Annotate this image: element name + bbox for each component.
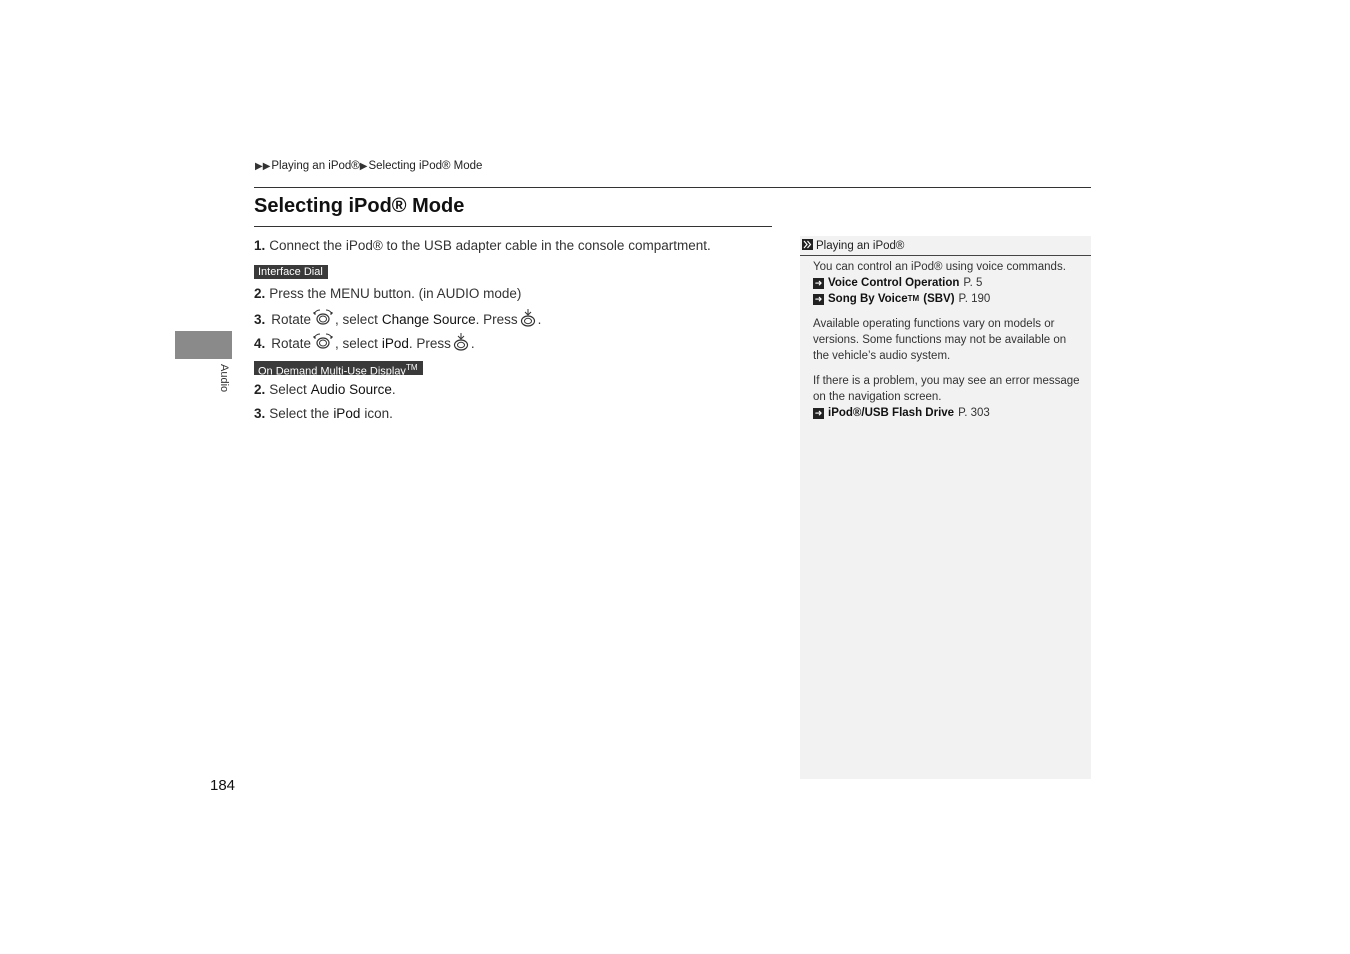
step-text: , select xyxy=(335,336,378,351)
interface-dial-press-icon xyxy=(452,332,470,355)
sidebar-body xyxy=(813,259,1083,421)
step-text: . Press xyxy=(475,312,518,327)
xref-page: P. 190 xyxy=(958,293,991,305)
sidebar-divider xyxy=(800,255,1091,256)
page-number: 184 xyxy=(210,777,236,794)
xref-label-tail[interactable]: (SBV) xyxy=(923,293,955,305)
step-text: . Press xyxy=(408,336,451,351)
sidebar-heading xyxy=(800,236,1091,255)
step-number: 3. xyxy=(254,312,266,327)
step-text: . xyxy=(537,312,542,327)
step-number: 4. xyxy=(254,336,266,351)
xref-ipod-usb[interactable] xyxy=(813,405,1083,421)
interface-dial-rotate-icon xyxy=(312,332,334,355)
step-emphasis: iPod xyxy=(333,406,361,421)
step-text: . xyxy=(470,336,475,351)
step-number: 1. xyxy=(254,238,266,253)
breadcrumb-item-selecting-ipod-mode[interactable]: Selecting iPod® Mode xyxy=(368,160,483,172)
step-emphasis: Change Source xyxy=(381,312,476,327)
ondemand-step-2 xyxy=(254,382,396,397)
step-number: 2. xyxy=(254,382,266,397)
chapter-tab[interactable] xyxy=(175,331,232,359)
interface-dial-tag: Interface Dial xyxy=(254,265,328,279)
xref-song-by-voice[interactable] xyxy=(813,291,1083,307)
step-text: icon. xyxy=(364,406,393,421)
sidebar-para-1: You can control an iPod® using voice commands. xyxy=(813,261,1066,273)
step-number: 2. xyxy=(254,286,266,301)
step-emphasis: iPod xyxy=(381,336,409,351)
sidebar-para-2: Available operating functions vary on models or versions. Some functions may not be available on the vehicle’s audio system. xyxy=(813,318,1067,362)
page-title: Selecting iPod® Mode xyxy=(254,195,465,217)
sidebar-note xyxy=(800,236,1091,779)
step-text: Press the MENU button. (in AUDIO mode) xyxy=(269,286,522,301)
xref-voice-control[interactable] xyxy=(813,275,1083,291)
xref-label[interactable]: iPod®/USB Flash Drive xyxy=(828,407,955,419)
xref-label[interactable]: Voice Control Operation xyxy=(828,277,960,289)
double-chevron-icon xyxy=(802,239,813,253)
interface-dial-rotate-icon xyxy=(312,308,334,331)
xref-page: P. 303 xyxy=(958,407,990,419)
step-text: Select xyxy=(269,382,307,397)
cross-reference-arrow-icon: ➜ xyxy=(814,277,823,288)
step-1 xyxy=(254,238,711,253)
xref-trademark: TM xyxy=(907,294,920,303)
interface-dial-press-icon xyxy=(519,308,537,331)
title-divider xyxy=(254,226,772,227)
step-text: . xyxy=(391,382,396,397)
breadcrumb-item-playing-ipod[interactable]: Playing an iPod® xyxy=(271,160,360,172)
breadcrumb-triangle-icon: ▶ xyxy=(359,160,368,172)
breadcrumb xyxy=(255,160,482,172)
header-divider xyxy=(254,187,1091,188)
step-number: 3. xyxy=(254,406,266,421)
tag-trademark: TM xyxy=(405,363,418,372)
step-text: Rotate xyxy=(271,336,312,351)
step-emphasis: Audio Source xyxy=(310,382,392,397)
on-demand-display-tag xyxy=(254,361,423,378)
interface-step-2 xyxy=(254,286,521,301)
sidebar-heading-text: Playing an iPod® xyxy=(816,239,905,252)
breadcrumb-triangle-icon: ▶▶ xyxy=(255,160,271,172)
step-text: , select xyxy=(335,312,378,327)
xref-page: P. 5 xyxy=(963,277,983,289)
sidebar-para-3: If there is a problem, you may see an error message on the navigation screen. xyxy=(813,375,1080,403)
interface-step-4 xyxy=(254,332,475,355)
tag-text: On Demand Multi-Use Display xyxy=(258,365,406,378)
step-text: Rotate xyxy=(271,312,312,327)
chapter-tab-label: Audio xyxy=(218,364,230,393)
interface-step-3 xyxy=(254,308,541,331)
cross-reference-arrow-icon: ➜ xyxy=(814,293,823,304)
step-text: Select the xyxy=(269,406,330,421)
xref-label[interactable]: Song By Voice xyxy=(828,293,908,305)
step-text: Connect the iPod® to the USB adapter cable in the console compartment. xyxy=(269,238,711,253)
ondemand-step-3 xyxy=(254,406,393,421)
cross-reference-arrow-icon: ➜ xyxy=(814,407,823,418)
